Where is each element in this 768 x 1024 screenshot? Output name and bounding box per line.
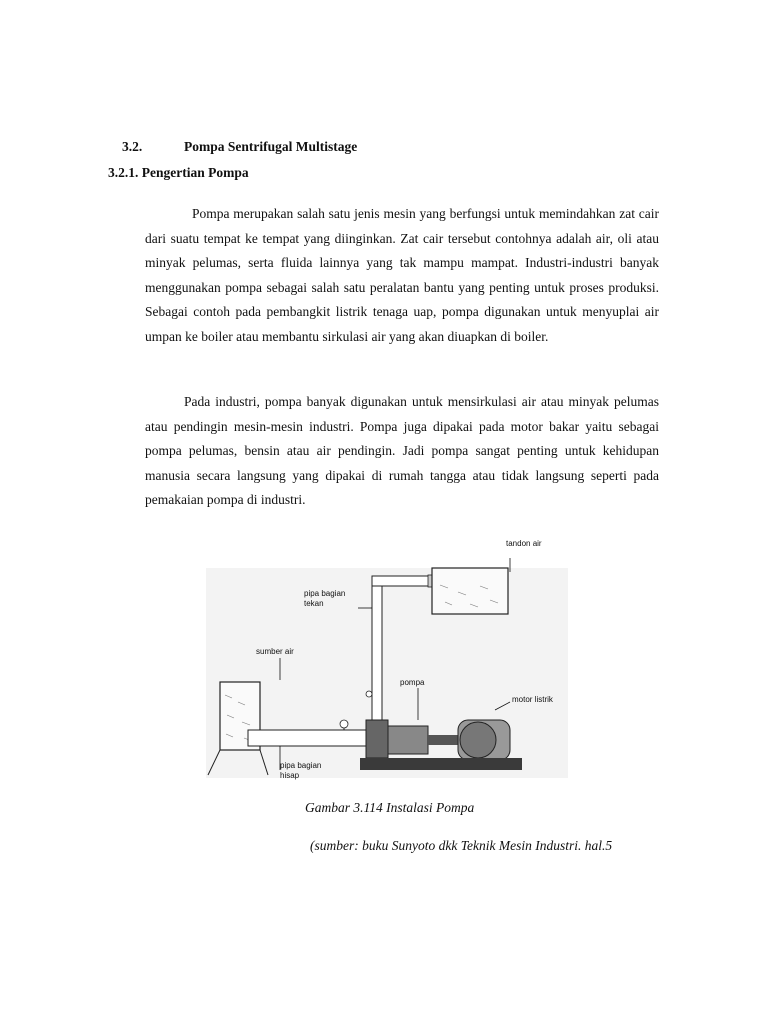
label-pipa-tekan-2: tekan <box>304 599 324 608</box>
subsection-title: Pengertian Pompa <box>141 165 249 180</box>
upper-tank <box>432 568 508 614</box>
pump-body <box>366 720 388 758</box>
label-pipa-hisap-1: pipa bagian <box>280 761 322 770</box>
figure-caption: Gambar 3.114 Instalasi Pompa <box>305 800 475 815</box>
suction-pipe <box>248 730 366 746</box>
paragraph-2: Pada industri, pompa banyak digunakan untuk mensirkulasi air atau minyak pelumas atau pendingin mesin-mesin industri. Pompa juga dipakai pada motor bakar yaitu sebagai pompa pelumas, bensin atau air pendingin. Jadi pompa sangat penting untuk kehidupan manusia secara langsung yang dipakai di rumah tangga atau tidak langsung seperti pada pemakaian pompa di industri. <box>145 394 659 507</box>
paragraph-1: Pompa merupakan salah satu jenis mesin yang berfungsi untuk memindahkan zat cair dari suatu tempat ke tempat yang diinginkan. Zat cair tersebut contohnya adalah air, oli atau minyak pelumas, serta fluida lainnya yang tak mampu mampat. Industri-industri banyak menggunakan pompa sebagai salah satu peralatan bantu yang penting untuk proses produksi. Sebagai contoh pada pembangkit listrik tenaga uap, pompa digunakan untuk menyuplai air umpan ke boiler atau membantu sirkulasi air yang akan diuapkan di boiler. <box>145 206 659 344</box>
section-title: Pompa Sentrifugal Multistage <box>184 139 358 154</box>
section-heading <box>122 139 357 155</box>
subsection-number: 3.2.1. <box>108 165 139 180</box>
discharge-pipe <box>372 576 382 720</box>
subsection-heading <box>108 165 249 181</box>
figure-source: (sumber: buku Sunyoto dkk Teknik Mesin Industri. hal.5 <box>310 838 613 853</box>
label-pompa: pompa <box>400 678 425 687</box>
pump-diagram <box>200 530 580 800</box>
base-plate <box>360 758 522 770</box>
section-number: 3.2. <box>122 139 143 154</box>
label-tandon-air: tandon air <box>506 539 542 548</box>
pump-installation-figure <box>200 530 580 800</box>
label-pipa-tekan-1: pipa bagian <box>304 589 346 598</box>
label-pipa-hisap-2: hisap <box>280 771 300 780</box>
label-sumber-air: sumber air <box>256 647 294 656</box>
label-motor-listrik: motor listrik <box>512 695 553 704</box>
